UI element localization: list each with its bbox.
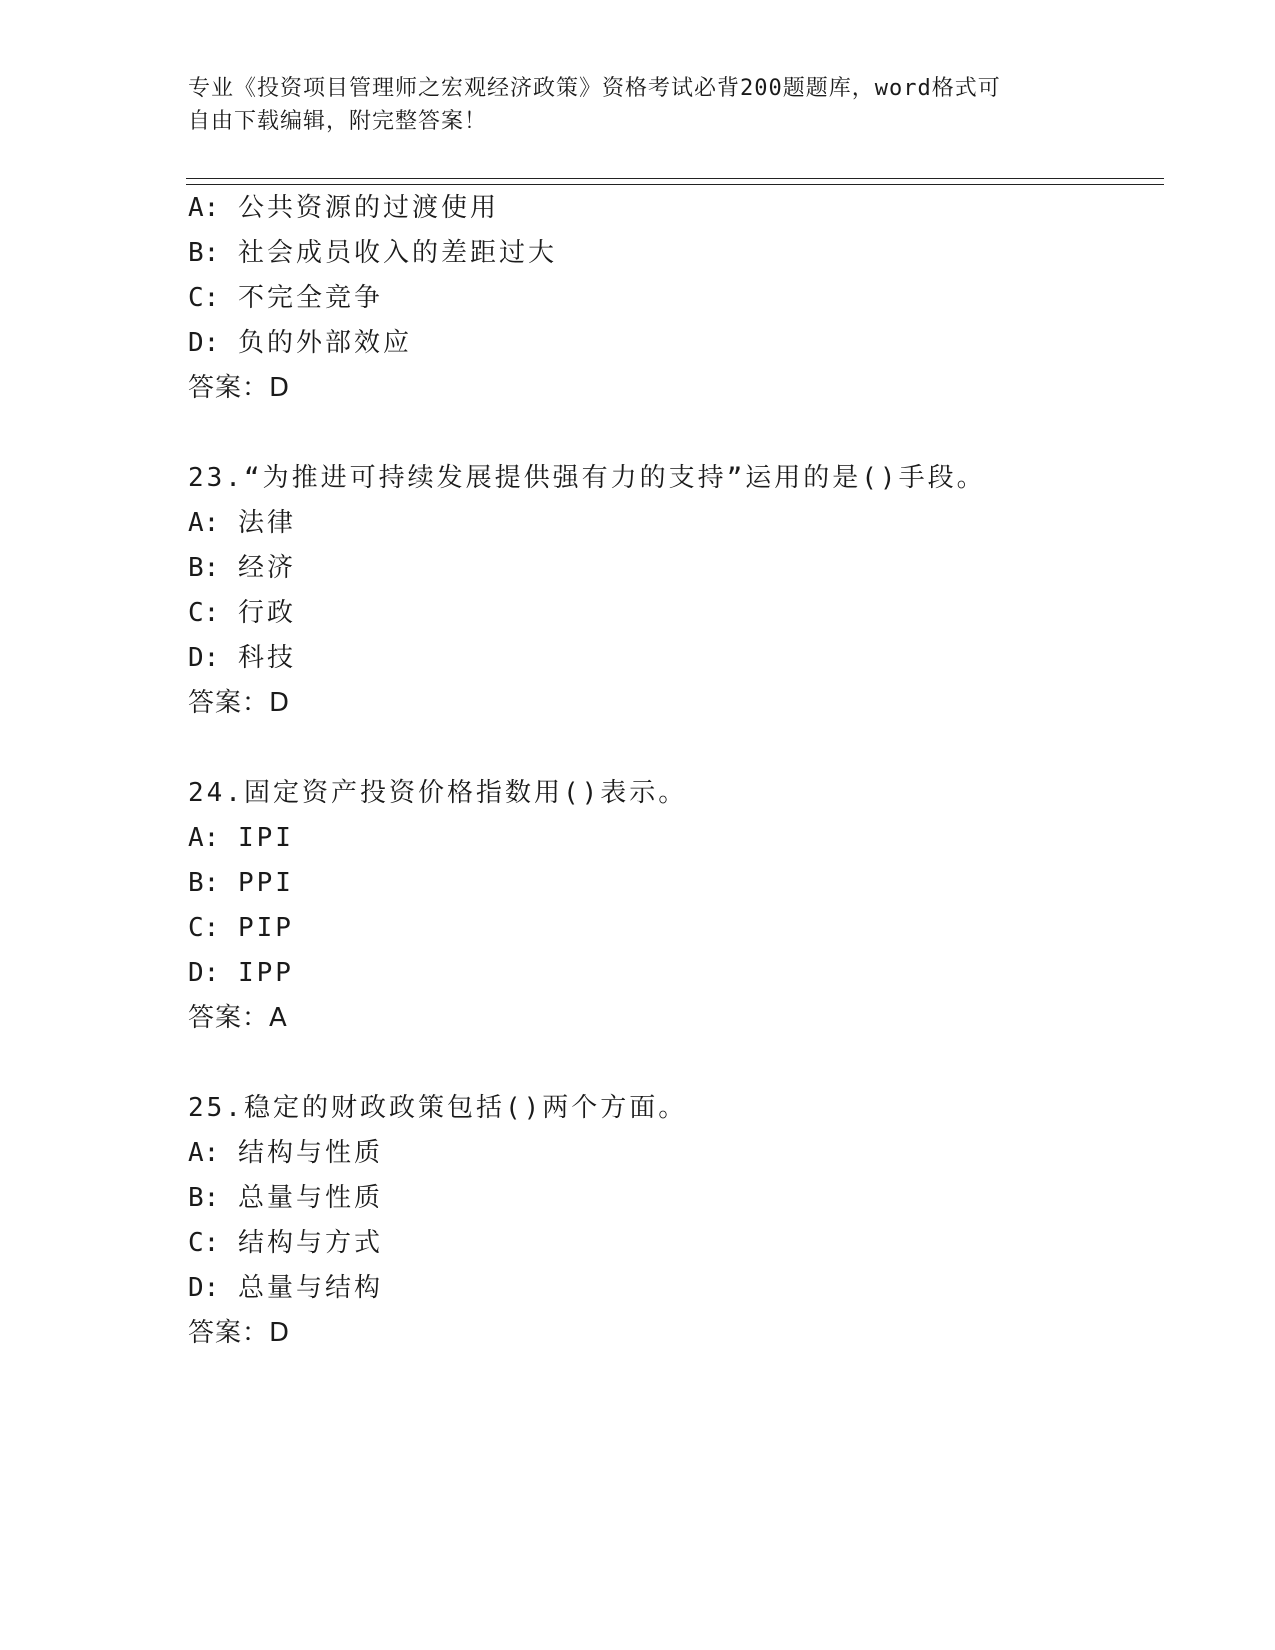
q23-option-a: A: 法律 [188,508,296,538]
q22-option-d: D: 负的外部效应 [188,328,412,358]
document-header [188,72,1068,138]
q25-option-b: B: 总量与性质 [188,1183,383,1213]
q25-option-d: D: 总量与结构 [188,1273,383,1303]
q24-option-c: C: PIP [188,913,294,943]
q23-option-c: C: 行政 [188,598,296,628]
q22-option-b: B: 社会成员收入的差距过大 [188,238,557,268]
q24-option-d: D: IPP [188,958,294,988]
q24-option-a: A: IPI [188,823,294,853]
q25-option-c: C: 结构与方式 [188,1228,383,1258]
q23-option-b: B: 经济 [188,553,296,583]
q23-answer: 答案：D [188,688,291,718]
q23-question: 23.“为推进可持续发展提供强有力的支持”运用的是()手段。 [188,463,986,493]
q25-option-a: A: 结构与性质 [188,1138,383,1168]
q22-answer: 答案：D [188,373,291,403]
q25-question: 25.稳定的财政政策包括()两个方面。 [188,1093,688,1123]
q22-option-c: C: 不完全竞争 [188,283,383,313]
q25-answer: 答案：D [188,1318,291,1348]
header-divider-top [186,178,1164,179]
header-line-1: 专业《投资项目管理师之宏观经济政策》资格考试必背200题题库，word格式可 [188,76,1001,101]
q22-option-a: A: 公共资源的过渡使用 [188,193,499,223]
q24-option-b: B: PPI [188,868,294,898]
q24-answer: 答案：A [188,1003,288,1033]
header-line-2: 自由下载编辑，附完整答案！ [188,109,488,134]
q23-option-d: D: 科技 [188,643,296,673]
q24-question: 24.固定资产投资价格指数用()表示。 [188,778,688,808]
